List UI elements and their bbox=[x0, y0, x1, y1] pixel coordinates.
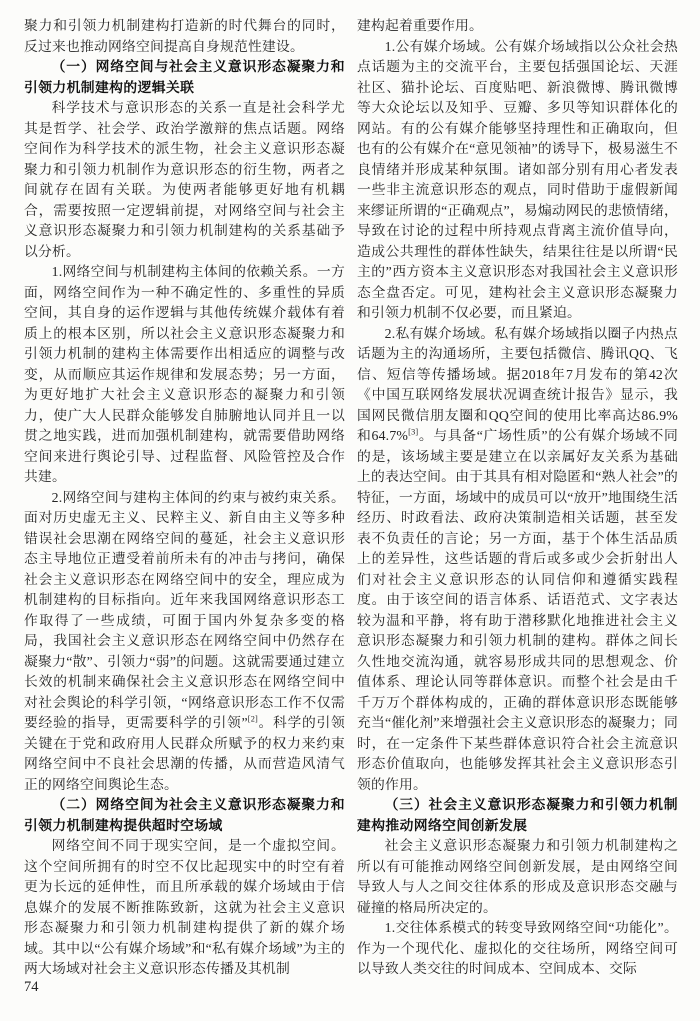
section-heading-2: （二）网络空间为社会主义意识形态凝聚力和引领力机制建构提供超时空场域 bbox=[24, 797, 345, 833]
paragraph: 2.网络空间与建构主体间的约束与被约束关系。面对历史虚无主义、民粹主义、新自由主义等多种错误社会思潮在网络空间的蔓延，社会主义意识形态主导地位正遭受着前所未有的冲击与拷问，确保社会主义意识形态在网络空间中的安全，理应成为机制建构的目标指向。近年来我国网络意识形态工作取得了一些成绩，可囿于国内外复杂多变的格局，我国社会主义意识形态在网络空间中仍然存在凝聚力“散”、引领力“弱”的问题。这就需要通过建立长效的机制来确保社会主义意识形态在网络空间中对社会舆论的科学引领，“网络意识形态工作不仅需要经验的指导，更需要科学的引领”[2]。科学的引领关键在于党和政府用人民群众所赋予的权力来约束网络空间中不良社会思潮的传播，从而营造风清气正的网络空间舆论生态。 bbox=[24, 489, 345, 792]
left-column bbox=[24, 16, 345, 980]
section-heading-1: （一）网络空间与社会主义意识形态凝聚力和引领力机制建构的逻辑关联 bbox=[24, 59, 345, 95]
paragraph: 网络空间不同于现实空间，是一个虚拟空间。这个空间所拥有的时空不仅比起现实中的时空有着更为长远的延伸性，而且所承载的媒介场域由于信息媒介的发展不断推陈致新，这就为社会主义意识形态凝聚力和引领力机制建构提供了新的媒介场域。其中以“公有媒介场域”和“私有媒介场域”为主的两大场域对社会主义意识形态传播及其机制 bbox=[24, 838, 345, 976]
page-number: 74 bbox=[24, 979, 39, 995]
section-heading-3: （三）社会主义意识形态凝聚力和引领力机制建构推动网络空间创新发展 bbox=[357, 797, 678, 833]
paragraph: 1.交往体系模式的转变导致网络空间“功能化”。作为一个现代化、虚拟化的交往场所，网络空间可以导致人类交往的时间成本、空间成本、交际 bbox=[357, 920, 678, 976]
paragraph: 科学技术与意识形态的关系一直是社会科学尤其是哲学、社会学、政治学激辩的焦点话题。网络空间作为科学技术的派生物，社会主义意识形态凝聚力和引领力机制作为意识形态的衍生物，两者之间就存在固有关联。为使两者能够更好地有机耦合，需要按照一定逻辑前提，对网络空间与社会主义意识形态凝聚力和引领力机制建构的关系基础予以分析。 bbox=[24, 100, 345, 259]
paragraph: 1.公有媒介场域。公有媒介场域指以公众社会热点话题为主的交流平台，主要包括强国论坛、天涯社区、猫扑论坛、百度贴吧、新浪微博、腾讯微博等大众论坛以及知乎、豆瓣、多贝等知识群体化的网站。有的公有媒介能够坚持理性和正确取向，但也有的公有媒介在“意见领袖”的诱导下，极易滋生不良情绪并形成某种氛围。诸如部分别有用心者发表一些非主流意识形态的观点，同时借助于虚假新闻来缪证所谓的“正确观点”，易煽动网民的悲愤情绪，导致在讨论的过程中所持观点背离主流价值导向，造成公共理性的群体性缺失，结果往往是以所谓“民主的”西方资本主义意识形态对我国社会主义意识形态全盘否定。可见，建构社会主义意识形态凝聚力和引领力机制不仅必要，而且紧迫。 bbox=[357, 38, 678, 320]
paragraph: 社会主义意识形态凝聚力和引领力机制建构之所以有可能推动网络空间创新发展，是由网络空间导致人与人之间交往体系的形成及意识形态交融与碰撞的格局所决定的。 bbox=[357, 838, 678, 915]
paragraph-continuation: 聚力和引领力机制建构打造新的时代舞台的同时，反过来也推动网络空间提高自身规范性建设。 bbox=[24, 18, 345, 54]
paragraph: 1.网络空间与机制建构主体间的依赖关系。一方面，网络空间作为一种不确定性的、多重性的异质空间，其自身的运作逻辑与其他传统媒介载体有着质上的根本区别，所以社会主义意识形态凝聚力和引领力机制的建构主体需要作出相适应的调整与改变，从而顺应其运作规律和发展态势；另一方面，为更好地扩大社会主义意识形态的凝聚力和引领力，使广大人民群众能够发自肺腑地认同并且一以贯之地实践，进而加强机制建构，就需要借助网络空间来进行舆论引导、过程监督、风险管控及合作共建。 bbox=[24, 264, 345, 484]
paragraph: 2.私有媒介场域。私有媒介场域指以圈子内热点话题为主的沟通场所，主要包括微信、腾讯QQ、飞信、短信等传播场域。据2018年7月发布的第42次《中国互联网络发展状况调查统计报告》显示，我国网民微信朋友圈和QQ空间的使用比率高达86.9%和64.7%[3]。与具备“广场性质”的公有媒介场域不同的是，该场域主要是建立在以亲属好友关系为基础上的表达空间。由于其具有相对隐匿和“熟人社会”的特征，一方面，场域中的成员可以“放开”地围绕生活经历、时政看法、政府决策制造相关话题，甚至发表不负责任的言论；另一方面，基于个体生活品质上的差异性，这些话题的背后或多或少会折射出人们对社会主义意识形态的认同信仰和遵循实践程度。由于该空间的语言体系、话语范式、文字表达较为温和平静，将有助于潜移默化地推进社会主义意识形态凝聚力和引领力机制的建构。群体之间长久性地交流沟通，就容易形成共同的思想观念、价值体系、理论认同等群体意识。而整个社会是由千千万万个群体构成的，正确的群体意识形态既能够充当“催化剂”来增强社会主义意识形态的凝聚力；同时，在一定条件下某些群体意识符合社会主流意识形态价值取向，也能够发挥其社会主义意识形态引领的作用。 bbox=[357, 325, 678, 792]
right-column bbox=[357, 16, 678, 980]
paragraph-continuation: 建构起着重要作用。 bbox=[357, 18, 483, 33]
